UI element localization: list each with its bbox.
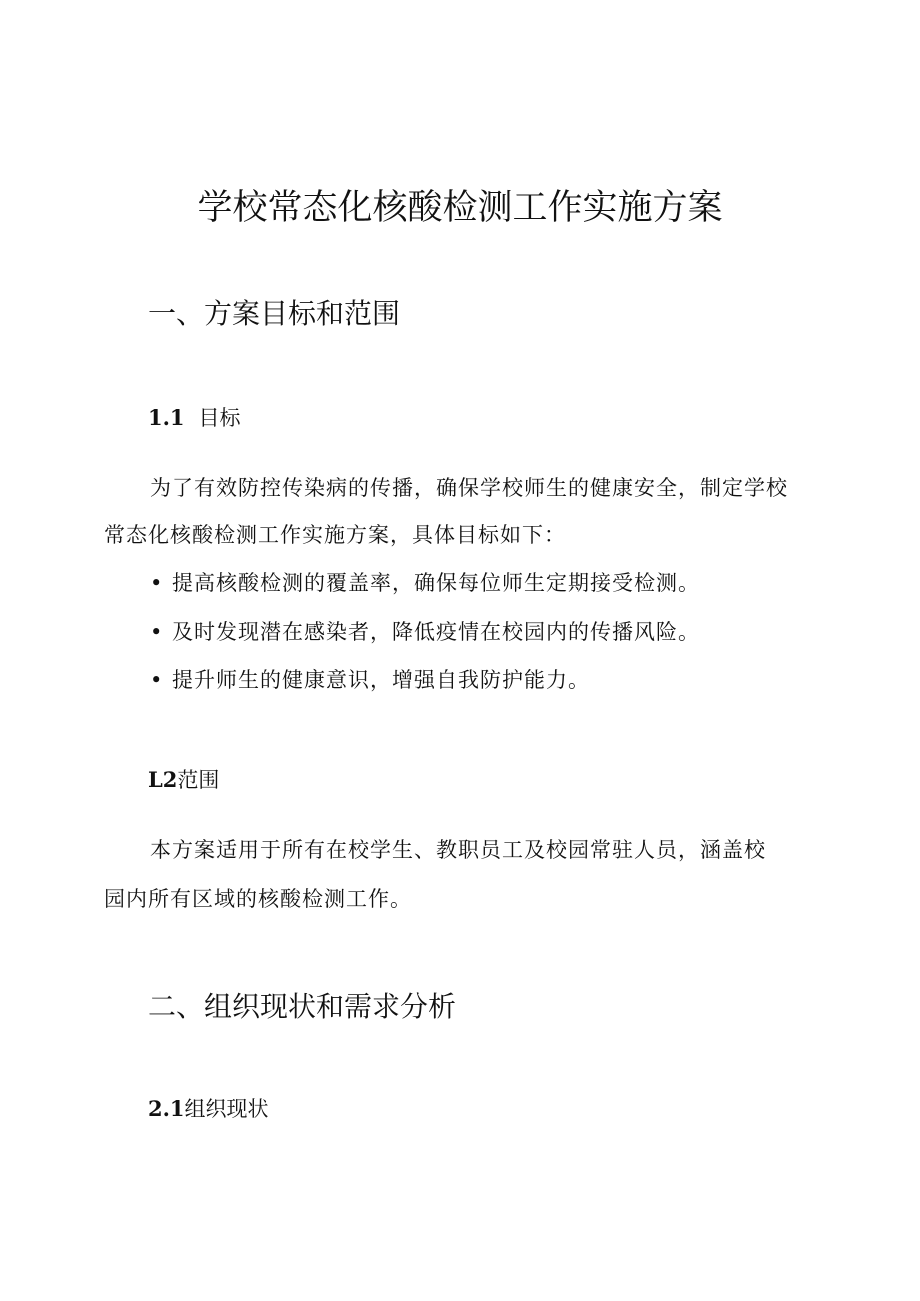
bullet-icon: • xyxy=(150,620,164,644)
subsection-number: 2.1 xyxy=(148,1096,185,1121)
paragraph-line: 园内所有区域的核酸检测工作。 xyxy=(104,887,412,911)
subsection-heading-1-2 xyxy=(148,764,219,794)
section-heading-1: 一、方案目标和范围 xyxy=(148,297,401,330)
subsection-heading-2-1 xyxy=(148,1093,269,1123)
bullet-icon: • xyxy=(150,571,164,595)
paragraph-line: 为了有效防控传染病的传播，确保学校师生的健康安全，制定学校 xyxy=(150,476,788,500)
subsection-heading-1-1 xyxy=(148,402,241,432)
list-item xyxy=(150,664,590,694)
bullet-icon: • xyxy=(150,668,164,692)
paragraph-line: 常态化核酸检测工作实施方案，具体目标如下： xyxy=(104,523,566,547)
paragraph-line: 本方案适用于所有在校学生、教职员工及校园常驻人员，涵盖校 xyxy=(150,838,766,862)
section-heading-2: 二、组织现状和需求分析 xyxy=(148,990,457,1023)
list-item xyxy=(150,567,700,597)
subsection-label: 组织现状 xyxy=(184,1097,269,1121)
subsection-number: L2 xyxy=(148,767,178,792)
list-item xyxy=(150,616,700,646)
subsection-label: 范围 xyxy=(177,768,220,792)
list-item-text: 提升师生的健康意识，增强自我防护能力。 xyxy=(172,668,590,692)
subsection-number: 1.1 xyxy=(148,405,185,430)
list-item-text: 提高核酸检测的覆盖率，确保每位师生定期接受检测。 xyxy=(172,571,700,595)
list-item-text: 及时发现潜在感染者，降低疫情在校园内的传播风险。 xyxy=(172,620,700,644)
subsection-label: 目标 xyxy=(198,406,241,430)
document-title: 学校常态化核酸检测工作实施方案 xyxy=(197,188,723,228)
